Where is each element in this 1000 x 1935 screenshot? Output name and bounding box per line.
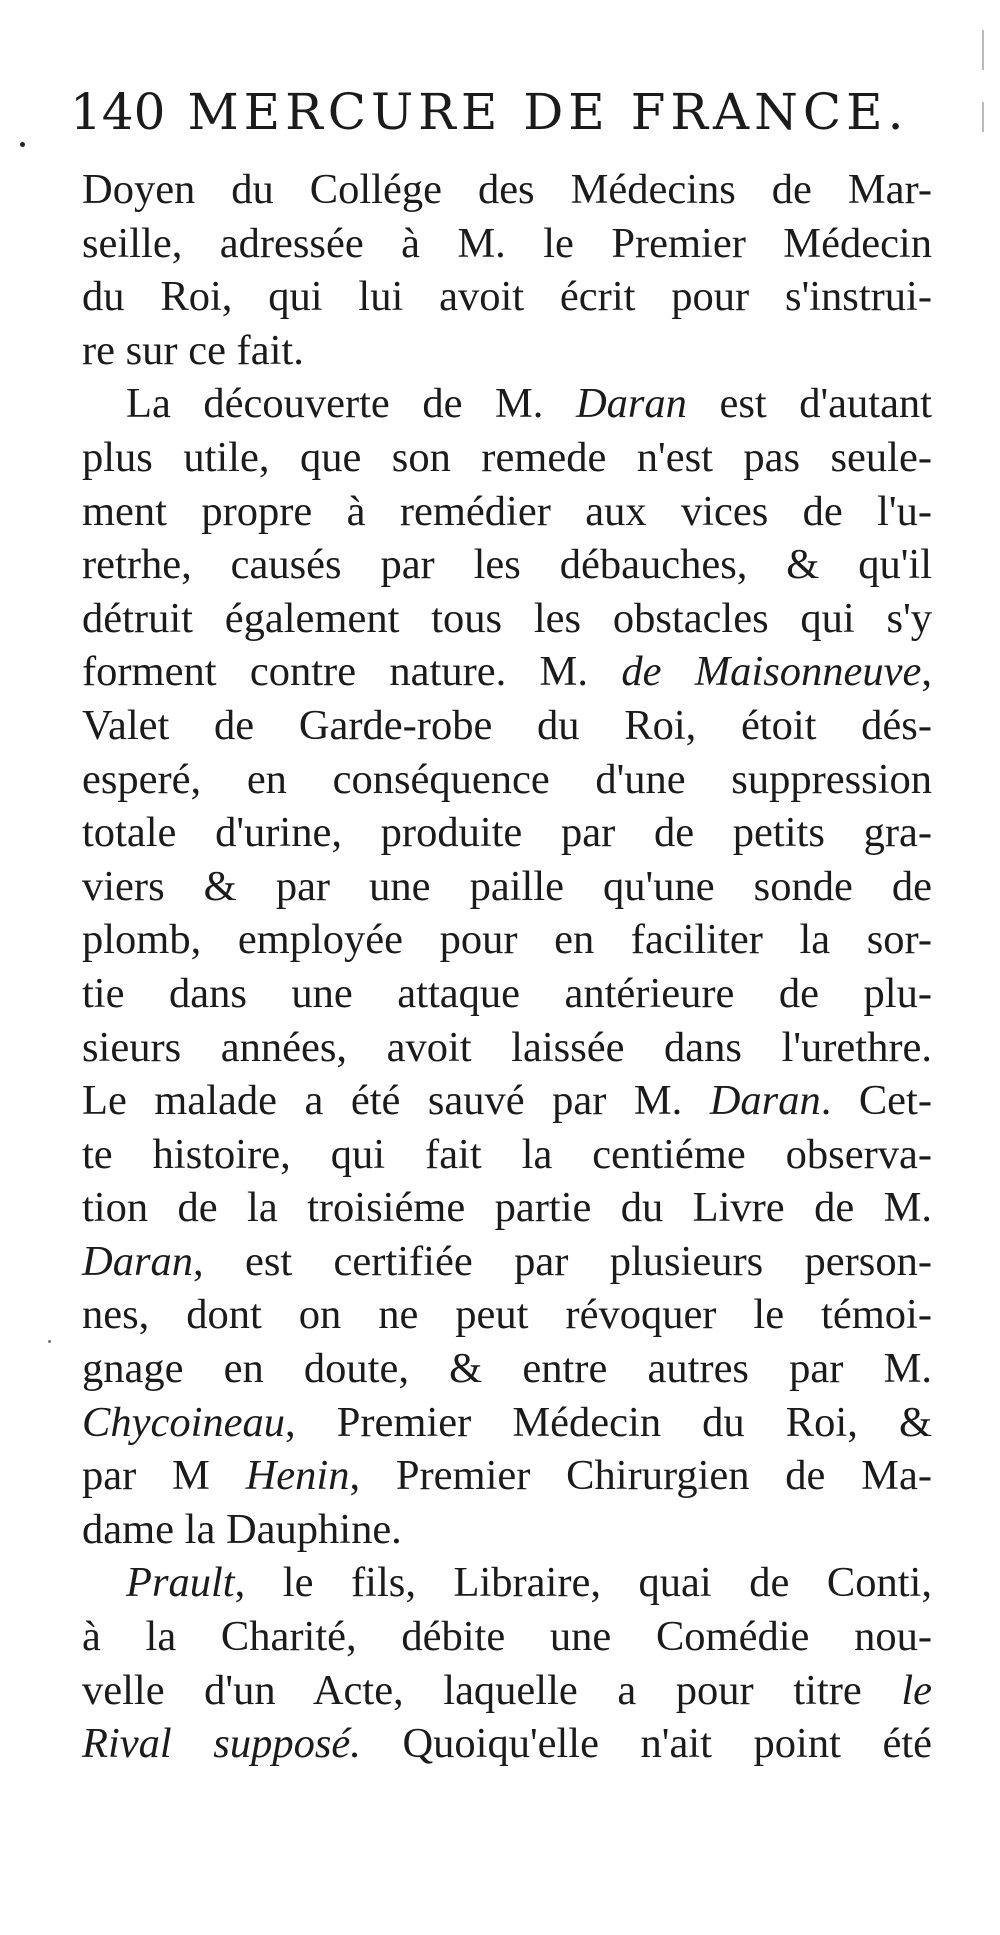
text-run: par M — [82, 1452, 246, 1500]
text-line — [82, 1021, 932, 1075]
body-text — [82, 163, 932, 1771]
text-line — [82, 1288, 932, 1342]
text-line — [82, 913, 932, 967]
text-run: esperé, en conséquence d'une suppression — [82, 755, 932, 803]
text-run: gnage en doute, & entre autres par M. — [82, 1345, 932, 1393]
text-run: forment contre nature. M. — [82, 648, 622, 696]
page-edge-mark — [982, 102, 984, 132]
text-line — [82, 1664, 932, 1718]
person-name: de Maisonneuve — [621, 648, 922, 696]
person-name: Daran — [82, 1237, 193, 1285]
text-run: , Premier Chirurgien de Ma- — [349, 1452, 932, 1500]
text-line — [82, 538, 932, 592]
text-line — [82, 1717, 932, 1771]
ink-speck — [20, 142, 25, 147]
text-run: du Roi, qui lui avoit écrit pour s'instrui- — [82, 273, 932, 321]
text-run: plus utile, que son remede n'est pas seule- — [82, 433, 932, 481]
text-run: Quoiqu'elle n'ait point été — [360, 1720, 932, 1768]
text-line — [82, 592, 932, 646]
running-header — [70, 82, 909, 142]
text-run: te histoire, qui fait la centiéme observa- — [82, 1130, 932, 1178]
text-run: sieurs années, avoit laissée dans l'urethre. — [82, 1023, 932, 1071]
text-run: velle d'un Acte, laquelle a pour titre — [82, 1666, 902, 1714]
text-run: plomb, employée pour en faciliter la sor- — [82, 916, 932, 964]
text-run: , — [921, 648, 932, 696]
text-line — [82, 1396, 932, 1450]
text-run: re sur ce fait. — [82, 326, 304, 374]
text-line — [82, 1449, 932, 1503]
text-line — [82, 967, 932, 1021]
text-run: détruit également tous les obstacles qui s'y — [82, 594, 932, 642]
text-run: tie dans une attaque antérieure de plu- — [82, 969, 932, 1017]
text-run: dame la Dauphine. — [82, 1505, 402, 1553]
text-run: , Premier Médecin du Roi, & — [285, 1398, 932, 1446]
text-line — [82, 1503, 932, 1557]
text-line — [82, 753, 932, 807]
text-line — [82, 1342, 932, 1396]
text-line — [82, 485, 932, 539]
page-number: 140 — [70, 83, 166, 141]
text-run: La découverte de M. — [126, 380, 576, 428]
text-run: Valet de Garde-robe du Roi, étoit dés- — [82, 701, 932, 749]
text-run: totale d'urine, produite par de petits gra- — [82, 809, 932, 857]
text-line — [82, 217, 932, 271]
work-title: Rival supposé. — [82, 1720, 361, 1768]
page-edge-mark — [982, 30, 984, 70]
text-run: tion de la troisiéme partie du Livre de M. — [82, 1184, 932, 1232]
text-line — [82, 699, 932, 753]
text-line — [82, 163, 932, 217]
text-line — [82, 270, 932, 324]
person-name: Henin — [245, 1452, 350, 1500]
person-name: Prault — [126, 1559, 235, 1607]
text-line — [82, 1181, 932, 1235]
text-line — [82, 1235, 932, 1289]
text-line — [82, 1610, 932, 1664]
person-name: Chycoineau — [82, 1398, 285, 1446]
text-line — [82, 431, 932, 485]
text-run: est d'autant — [686, 380, 932, 428]
text-line — [82, 806, 932, 860]
text-line — [82, 645, 932, 699]
person-name: Daran — [575, 380, 687, 428]
person-name: Daran — [709, 1077, 821, 1125]
text-line — [82, 324, 932, 378]
text-run: seille, adressée à M. le Premier Médecin — [82, 219, 932, 267]
text-line — [82, 860, 932, 914]
work-title: le — [901, 1666, 932, 1714]
text-run: viers & par une paille qu'une sonde de — [82, 862, 932, 910]
text-run: , est certifiée par plusieurs person- — [192, 1237, 932, 1285]
running-title: MERCURE DE FRANCE. — [187, 83, 909, 141]
paragraph-start-line — [82, 1556, 932, 1610]
text-line — [82, 1074, 932, 1128]
text-run: , le fils, Libraire, quai de Conti, — [234, 1559, 932, 1607]
text-run: retrhe, causés par les débauches, & qu'il — [82, 541, 932, 589]
text-line — [82, 1128, 932, 1182]
text-run: nes, dont on ne peut révoquer le témoi- — [82, 1291, 932, 1339]
text-run: à la Charité, débite une Comédie nou- — [82, 1613, 932, 1661]
paragraph-start-line — [82, 377, 932, 431]
text-run: ment propre à remédier aux vices de l'u- — [82, 487, 932, 535]
text-run: . Cet- — [820, 1077, 932, 1125]
ink-speck — [48, 1340, 51, 1343]
text-run: Doyen du Collége des Médecins de Mar- — [82, 166, 932, 213]
text-run: Le malade a été sauvé par M. — [82, 1077, 710, 1125]
